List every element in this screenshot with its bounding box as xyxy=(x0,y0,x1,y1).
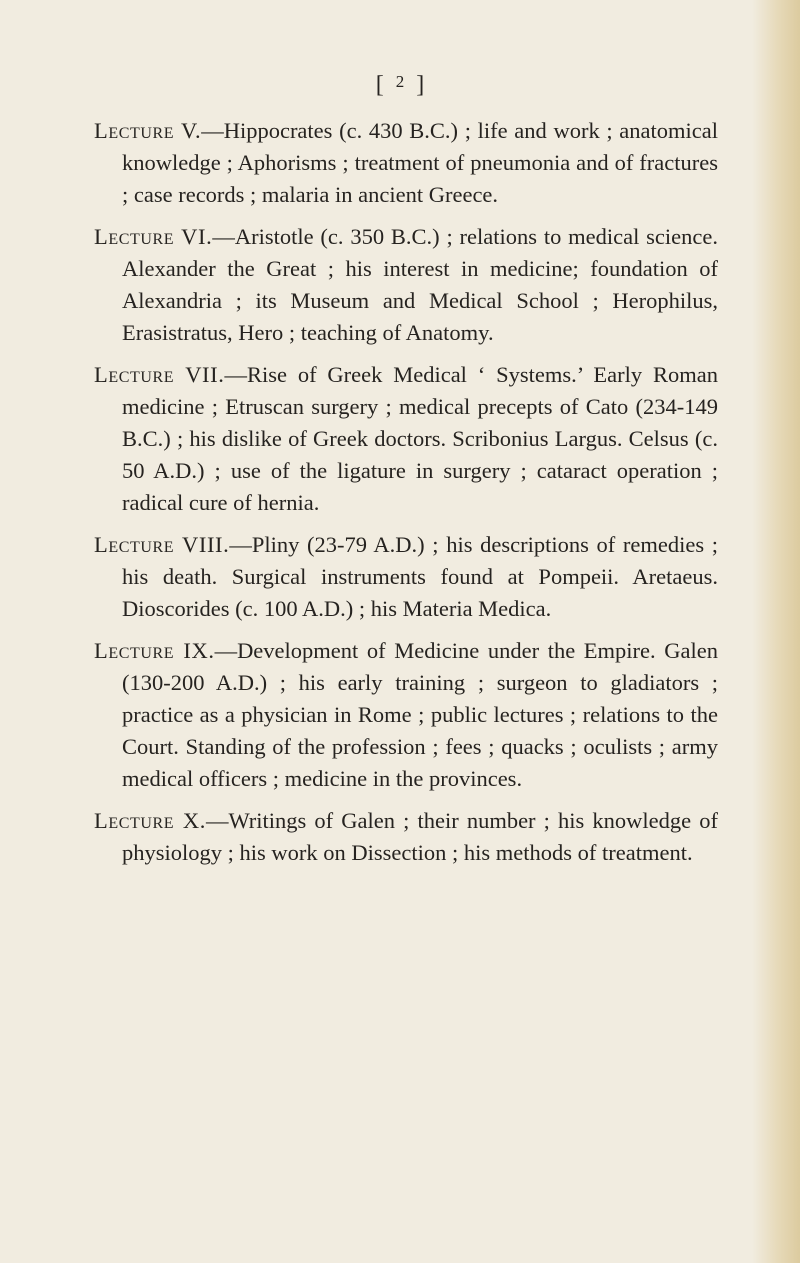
lecture-description: —Writings of Galen ; their number ; his knowledge of physiology ; his work on Dissection ; his methods of treatment. xyxy=(122,808,718,865)
lecture-entry xyxy=(94,115,718,211)
lecture-label: Lecture VIII. xyxy=(94,532,230,557)
lecture-label: Lecture IX. xyxy=(94,638,215,663)
lecture-description: —Hippocrates (c. 430 B.C.) ; life and work ; anatomical knowledge ; Aphorisms ; treatment of pneumonia and of fractures ; case records ; malaria in ancient Greece. xyxy=(122,118,718,207)
lecture-description: —Development of Medicine under the Empire. Galen (130-200 A.D.) ; his early training ; surgeon to gladiators ; practice as a physician in Rome ; public lectures ; relations to the Court. Standing of the profession ; fees ; quacks ; oculists ; army medical officers ; medicine in the provinces. xyxy=(122,638,718,791)
open-bracket: [ xyxy=(375,72,384,98)
lecture-entry xyxy=(94,805,718,869)
page-number xyxy=(0,72,800,99)
lecture-label: Lecture X. xyxy=(94,808,206,833)
lecture-entry xyxy=(94,635,718,795)
lecture-description: —Rise of Greek Medical ‘ Systems.’ Early Roman medicine ; Etruscan surgery ; medical precepts of Cato (234-149 B.C.) ; his dislike of Greek doctors. Scribonius Largus. Celsus (c. 50 A.D.) ; use of the ligature in surgery ; cataract operation ; radical cure of hernia. xyxy=(122,362,718,515)
lecture-entry xyxy=(94,359,718,519)
lecture-entry xyxy=(94,529,718,625)
page-edge-shadow xyxy=(752,0,800,1263)
lecture-label: Lecture V. xyxy=(94,118,202,143)
close-bracket: ] xyxy=(416,72,425,98)
lecture-label: Lecture VI. xyxy=(94,224,213,249)
lecture-list xyxy=(94,115,718,879)
page-number-value: 2 xyxy=(395,72,405,91)
lecture-description: —Pliny (23-79 A.D.) ; his descriptions of remedies ; his death. Surgical instruments found at Pompeii. Aretaeus. Dioscorides (c. 100 A.D.) ; his Materia Medica. xyxy=(122,532,718,621)
lecture-label: Lecture VII. xyxy=(94,362,225,387)
lecture-entry xyxy=(94,221,718,349)
lecture-description: —Aristotle (c. 350 B.C.) ; relations to medical science. Alexander the Great ; his interest in medicine; foundation of Alexandria ; its Museum and Medical School ; Herophilus, Erasistratus, Hero ; teaching of Anatomy. xyxy=(122,224,718,345)
